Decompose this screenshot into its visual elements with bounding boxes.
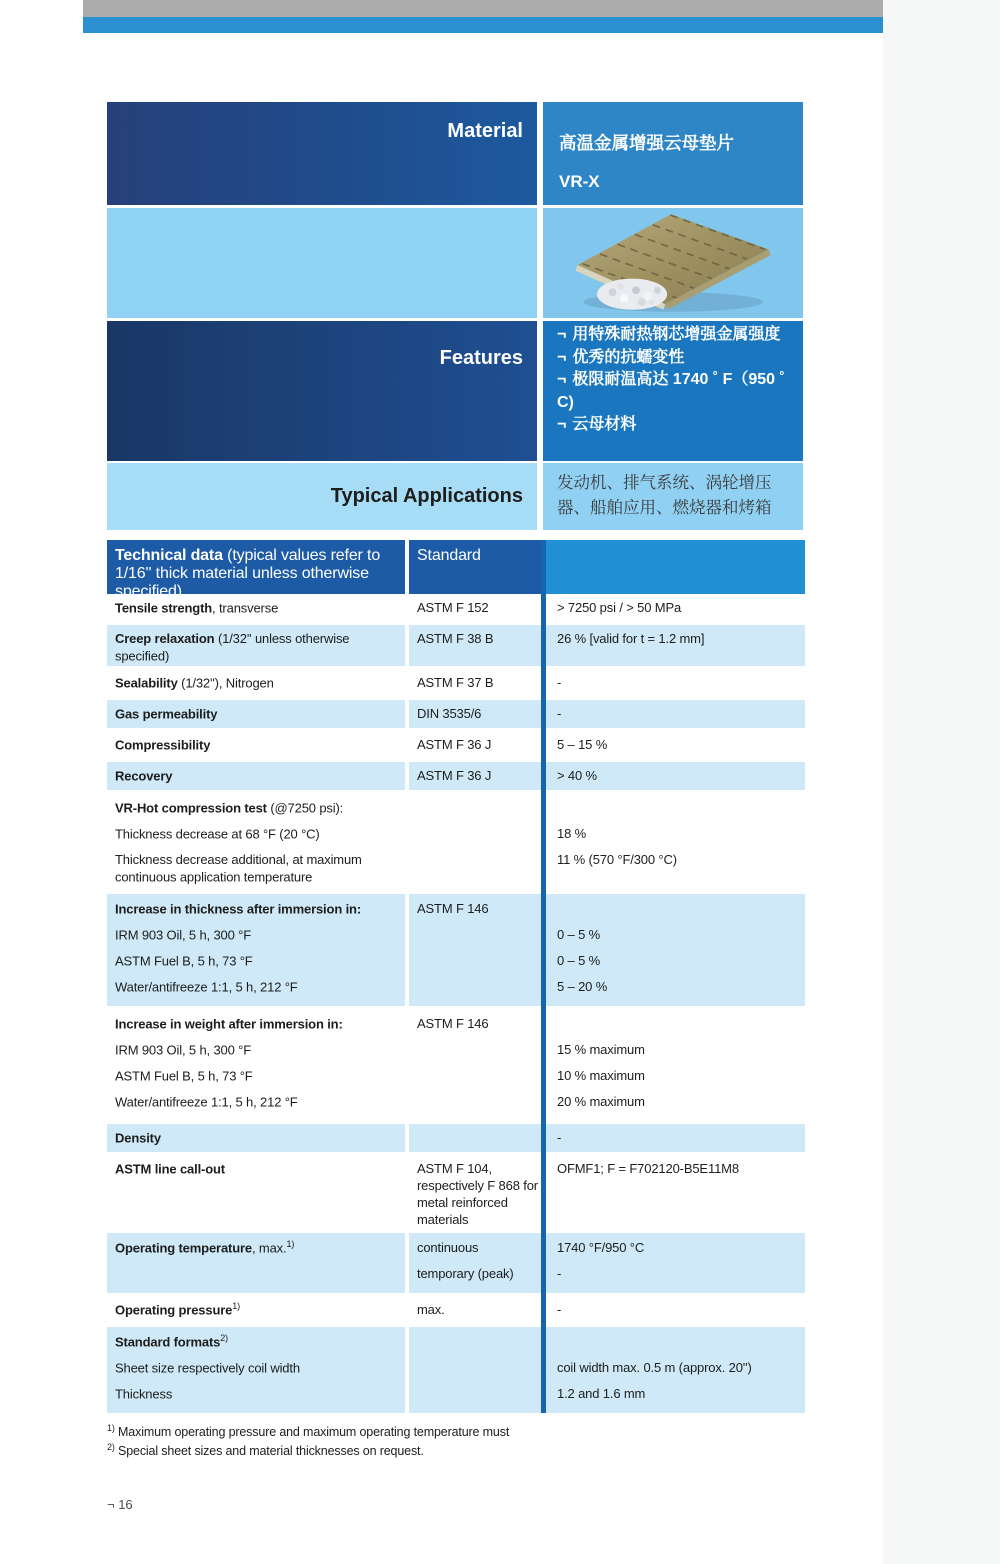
row-label	[107, 630, 405, 664]
row-label	[107, 825, 405, 842]
column-divider	[541, 540, 546, 594]
row-value: 20 % maximum	[557, 1093, 645, 1109]
column-divider	[541, 1296, 546, 1327]
row-label-text: Thickness	[115, 1385, 173, 1401]
row-label-text: (1/32''), Nitrogen	[177, 675, 274, 691]
table-row	[107, 923, 805, 949]
row-label-text: ASTM Fuel B, 5 h, 73 °F	[115, 1067, 253, 1083]
column-divider	[541, 731, 546, 762]
table-section	[107, 1124, 805, 1152]
table-row	[107, 764, 805, 788]
table-section	[107, 1155, 805, 1230]
row-value: -	[557, 675, 562, 691]
row-standard: ASTM F 146	[417, 1015, 489, 1031]
column-divider	[541, 1124, 546, 1155]
row-value: OFMF1; F = F702120-B5E11M8	[557, 1160, 739, 1176]
applications-value-cell	[543, 463, 803, 530]
table-row	[107, 1012, 805, 1038]
table-row	[107, 949, 805, 975]
column-divider	[541, 894, 546, 1009]
row-label	[107, 1160, 405, 1177]
row-label	[107, 952, 405, 969]
mesh-corner	[597, 279, 667, 310]
table-row	[107, 1038, 805, 1064]
page-edge-strip	[883, 0, 1000, 1564]
table-row	[107, 1126, 805, 1150]
applications-row	[107, 463, 803, 530]
row-label-bold: Density	[115, 1129, 161, 1145]
image-row-left-cell	[107, 208, 537, 318]
bullet-mark: ¬	[557, 326, 567, 343]
row-label	[107, 1093, 405, 1110]
table-section	[107, 700, 805, 728]
row-value: 1740 °F/950 °C	[557, 1239, 645, 1255]
table-header	[107, 540, 805, 600]
row-label-bold: Recovery	[115, 768, 173, 784]
table-row	[107, 822, 805, 848]
material-row	[107, 102, 803, 205]
row-standard: ASTM F 152	[417, 600, 489, 615]
row-value: 18 %	[557, 826, 587, 842]
header-standard: Standard	[417, 547, 481, 564]
row-standard: ASTM F 37 B	[417, 675, 494, 691]
row-label-bold: Sealability	[115, 675, 178, 691]
row-label	[107, 1385, 405, 1402]
image-row-right-cell	[543, 208, 803, 318]
row-value: -	[557, 706, 562, 722]
row-standard: DIN 3535/6	[417, 706, 482, 722]
row-label	[107, 674, 405, 691]
table-row	[107, 596, 805, 620]
row-standard: ASTM F 104, respectively F 868 for metal reinforced materials	[417, 1160, 538, 1227]
footnote-ref: 2)	[220, 1332, 228, 1343]
row-value: -	[557, 1265, 562, 1281]
table-row	[107, 702, 805, 726]
material-title: 高温金属增强云母垫片	[559, 133, 734, 153]
bullet-mark: ¬	[557, 371, 567, 388]
feature-item	[557, 414, 793, 437]
material-label: Material	[447, 120, 523, 142]
row-label	[107, 1359, 405, 1376]
row-value: coil width max. 0.5 m (approx. 20'')	[557, 1359, 752, 1375]
table-section	[107, 625, 805, 666]
table-row	[107, 1090, 805, 1116]
row-label-text: ASTM Fuel B, 5 h, 73 °F	[115, 952, 253, 968]
row-label	[107, 851, 405, 885]
row-label-bold: Creep relaxation	[115, 631, 215, 646]
row-value: 1.2 and 1.6 mm	[557, 1385, 646, 1401]
row-label	[107, 1067, 405, 1084]
row-value: 26 % [valid for t = 1.2 mm]	[557, 631, 705, 646]
table-row	[107, 848, 805, 885]
row-value: -	[557, 1129, 562, 1145]
header-value	[546, 540, 805, 601]
row-label-text: Thickness decrease additional, at maximum continuous application temperature	[115, 852, 362, 885]
table-section	[107, 793, 805, 890]
row-standard: ASTM F 36 J	[417, 737, 492, 753]
row-value: > 7250 psi / > 50 MPa	[557, 600, 682, 615]
table-section	[107, 1233, 805, 1293]
column-divider	[541, 1009, 546, 1124]
header-title-rest: (typical values refer to 1/16'' thick material unless otherwise specified)	[115, 547, 381, 600]
table-section	[107, 894, 805, 1006]
table-section	[107, 1296, 805, 1324]
table-row	[107, 975, 805, 1001]
row-standard: temporary (peak)	[417, 1265, 514, 1281]
row-standard: ASTM F 146	[417, 900, 489, 916]
footnote-ref: 1)	[232, 1300, 240, 1311]
row-standard: continuous	[417, 1239, 479, 1255]
table-row	[107, 1298, 805, 1322]
row-label-bold: Tensile strength	[115, 600, 213, 616]
row-standard: ASTM F 38 B	[417, 631, 494, 646]
row-label-bold: VR-Hot compression test	[115, 800, 267, 816]
table-section	[107, 594, 805, 622]
row-label-bold: Standard formats	[115, 1333, 221, 1349]
row-label	[107, 1301, 405, 1318]
material-value-cell	[543, 102, 803, 205]
top-gray-bar	[83, 0, 883, 17]
row-standard: max.	[417, 1301, 445, 1317]
table-row	[107, 1356, 805, 1382]
material-label-cell	[107, 102, 537, 205]
row-label-bold: Increase in weight after immersion in:	[115, 1015, 343, 1031]
footnote	[107, 1442, 805, 1461]
row-label-bold: ASTM line call-out	[115, 1160, 225, 1176]
column-divider	[541, 700, 546, 731]
features-label: Features	[439, 347, 523, 369]
bullet-mark: ¬	[557, 416, 567, 433]
column-divider	[541, 594, 546, 625]
footnote-ref: 1)	[286, 1238, 295, 1249]
row-value: 0 – 5 %	[557, 952, 601, 968]
row-value: > 40 %	[557, 768, 597, 784]
table-section	[107, 762, 805, 790]
table-row	[107, 733, 805, 757]
table-section	[107, 1009, 805, 1121]
row-label-bold: Operating pressure	[115, 1301, 233, 1317]
row-label	[107, 767, 405, 784]
row-value: 10 % maximum	[557, 1067, 645, 1083]
table-section	[107, 1327, 805, 1413]
features-list	[543, 321, 803, 461]
table-row	[107, 1330, 805, 1356]
table-header-row	[107, 540, 805, 601]
row-label-text: (1/32'' unless otherwise specified)	[115, 631, 350, 664]
table-row	[107, 1064, 805, 1090]
feature-item	[557, 324, 793, 347]
features-label-cell	[107, 321, 537, 461]
table-section	[107, 731, 805, 759]
table-row	[107, 671, 805, 695]
table-row	[107, 897, 805, 923]
feature-item	[557, 347, 793, 370]
technical-data-table	[107, 540, 805, 1461]
table-row	[107, 1382, 805, 1408]
applications-label-cell	[107, 463, 537, 530]
footnote-marker: 2)	[107, 1441, 115, 1452]
table-row	[107, 796, 805, 822]
column-divider	[541, 793, 546, 893]
row-label-text: Water/antifreeze 1:1, 5 h, 212 °F	[115, 978, 298, 994]
row-label	[107, 799, 405, 816]
feature-item	[557, 369, 793, 414]
table-row	[107, 1236, 805, 1262]
gasket-sheet-image	[556, 210, 790, 316]
material-code: VR-X	[559, 172, 600, 191]
table-row	[107, 1262, 805, 1288]
row-label-text: IRM 903 Oil, 5 h, 300 °F	[115, 926, 251, 942]
feature-text: 用特殊耐热钢芯增强金属强度	[572, 326, 781, 343]
column-divider	[541, 625, 546, 669]
row-label	[107, 1239, 405, 1256]
row-label	[107, 1333, 405, 1350]
top-accent-bar	[83, 17, 883, 33]
feature-text: 优秀的抗蠕变性	[572, 348, 685, 366]
features-row	[107, 321, 803, 461]
row-label-text: , transverse	[212, 600, 279, 616]
row-label	[107, 599, 405, 616]
footnote-text: Maximum operating pressure and maximum operating temperature must	[118, 1424, 510, 1439]
footnote	[107, 1423, 805, 1442]
row-label-bold: Gas permeability	[115, 706, 218, 722]
column-divider	[541, 762, 546, 793]
bullet-mark: ¬	[557, 348, 567, 366]
row-label-text: (@7250 psi):	[266, 800, 344, 816]
table-row	[107, 1157, 805, 1228]
row-value: 11 % (570 °F/300 °C)	[557, 852, 677, 868]
column-divider	[541, 1155, 546, 1233]
row-label	[107, 1041, 405, 1058]
row-label-text: Sheet size respectively coil width	[115, 1359, 300, 1375]
row-value: 5 – 20 %	[557, 978, 608, 994]
row-label	[107, 926, 405, 943]
feature-text: 极限耐温高达 1740 ˚ F（950 ˚ C)	[557, 371, 785, 411]
column-divider	[541, 1233, 546, 1296]
row-label-bold: Operating temperature	[115, 1239, 252, 1255]
row-label-bold: Increase in thickness after immersion in:	[115, 900, 361, 916]
row-label	[107, 1015, 405, 1032]
row-label-bold: Compressibility	[115, 737, 211, 753]
row-label	[107, 705, 405, 722]
row-label	[107, 736, 405, 753]
table-body	[107, 594, 805, 1413]
row-label	[107, 1129, 405, 1146]
row-standard: ASTM F 36 J	[417, 768, 492, 784]
header-title	[107, 540, 405, 601]
table-row	[107, 627, 805, 664]
row-value: 15 % maximum	[557, 1041, 645, 1057]
header-title-bold: Technical data	[115, 547, 223, 564]
applications-text: 发动机、排气系统、涡轮增压器、船舶应用、燃烧器和烤箱	[557, 474, 772, 517]
row-label-text: Water/antifreeze 1:1, 5 h, 212 °F	[115, 1093, 298, 1109]
footnotes	[107, 1423, 805, 1461]
page-number: ¬ 16	[107, 1497, 133, 1512]
row-label-text: Thickness decrease at 68 °F (20 °C)	[115, 826, 320, 842]
row-label	[107, 900, 405, 917]
image-row	[107, 208, 803, 318]
row-value: 0 – 5 %	[557, 926, 601, 942]
column-divider	[541, 669, 546, 700]
row-label-text: , max.	[252, 1239, 287, 1255]
row-label	[107, 978, 405, 995]
applications-label: Typical Applications	[330, 485, 523, 507]
row-value: -	[557, 1301, 562, 1317]
table-section	[107, 669, 805, 697]
footnote-marker: 1)	[107, 1422, 115, 1433]
feature-text: 云母材料	[572, 416, 637, 433]
footnote-text: Special sheet sizes and material thicknesses on request.	[118, 1443, 424, 1458]
row-value: 5 – 15 %	[557, 737, 608, 753]
column-divider	[541, 1327, 546, 1413]
row-label-text: IRM 903 Oil, 5 h, 300 °F	[115, 1041, 251, 1057]
